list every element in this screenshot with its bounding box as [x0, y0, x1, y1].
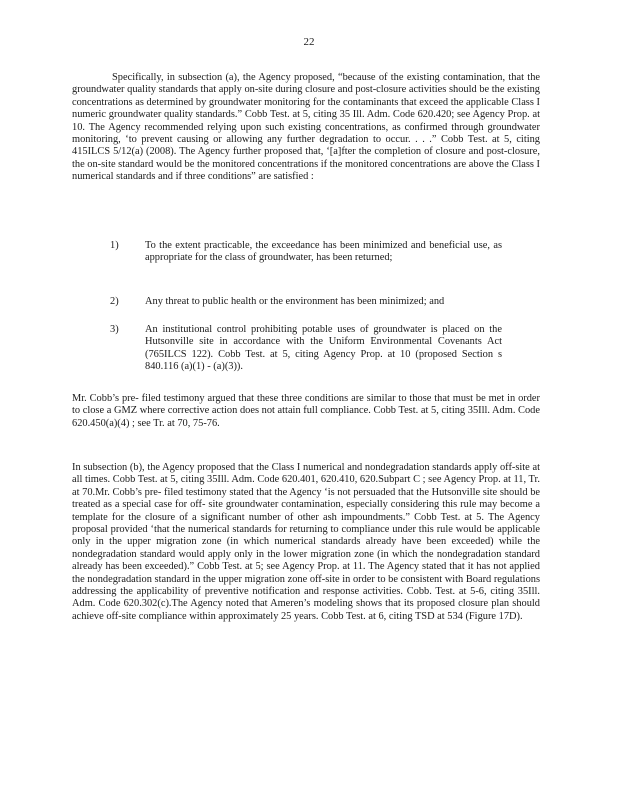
- condition-number: 2): [110, 296, 119, 307]
- condition-text: An institutional control prohibiting potable uses of groundwater is placed on the Hutsonville site in accordance with the Uniform Environmental Covenants Act (765ILCS 122). Cobb Test. at 5, citing Agency Prop. at 10 (proposed Section s 840.116 (a)(1) - (a)(3)).: [145, 324, 502, 373]
- condition-number: 3): [110, 324, 119, 335]
- condition-number: 1): [110, 240, 119, 251]
- paragraph-subsection-b: In subsection (b), the Agency proposed that the Class I numerical and nondegradation standards apply off-site at all times. Cobb Test. at 5, citing 35Ill. Adm. Code 620.401, 620.410, 620.Subpart C ; see Agency Prop. at 11, Tr. at 70.Mr. Cobb’s pre- filed testimony stated that the Agency ‘is not persuaded that the Hutsonville site should be treated as a special case for off- site groundwater contamination, especially considering this rule may become a template for the closure of a significant number of other ash impoundments.” Cobb Test. at 5. The Agency proposal provided ‘that the numerical standards for returning to compliance under this rule would be applicable only in the upper migration zone (in which numerical standards already have been exceeded) while the nondegradation standard would apply only in the lower migration zone (in which the nondegradation standard already has been exceeded).” Cobb Test. at 5; see Agency Prop. at 11. The Agency stated that it has not applied the nondegradation standard in the upper migration zone off-site in order to be consistent with Board regulations addressing the applicability of preventive notification and response activities. Cobb. Test. at 5-6, citing 35Ill. Adm. Code 620.302(c).The Agency noted that Ameren’s modeling shows that its proposed closure plan should achieve off-site compliance within approximately 25 years. Cobb Test. at 6, citing TSD at 534 (Figure 17D).: [72, 462, 540, 622]
- page-number: 22: [303, 36, 315, 48]
- condition-text: To the extent practicable, the exceedance has been minimized and beneficial use, as appropriate for the class of groundwater, has been returned;: [145, 240, 502, 264]
- paragraph-cobb-testimony: Mr. Cobb’s pre- filed testimony argued that these three conditions are similar to those that must be met in order to close a GMZ where corrective action does not attain full compliance. Cobb Test. at 5, citing 35Ill. Adm. Code 620.450(a)(4) ; see Tr. at 70, 75-76.: [72, 393, 540, 429]
- condition-text: Any threat to public health or the environment has been minimized; and: [145, 296, 445, 307]
- paragraph-subsection-a: Specifically, in subsection (a), the Agency proposed, “because of the existing contamination, that the groundwater quality standards that apply on-site during closure and post-closure activities should be the existing concentrations as determined by groundwater monitoring for the contaminants that exceed the applicable Class I numeric groundwater quality standards.” Cobb Test. at 5, citing 35 Ill. Adm. Code 620.420; see Agency Prop. at 10. The Agency recommended relying upon such existing concentrations, as confirmed through groundwater monitoring, ‘to prevent causing or allowing any further degradation to occur. . . .” Cobb Test. at 5, citing 415ILCS 5/12(a) (2008). The Agency further proposed that, ‘[a]fter the completion of closure and post-closure, the on-site standard would be the monitored concentrations if the monitored concentrations are above the Class I numerical standards and if three conditions” are satisfied :: [72, 72, 541, 183]
